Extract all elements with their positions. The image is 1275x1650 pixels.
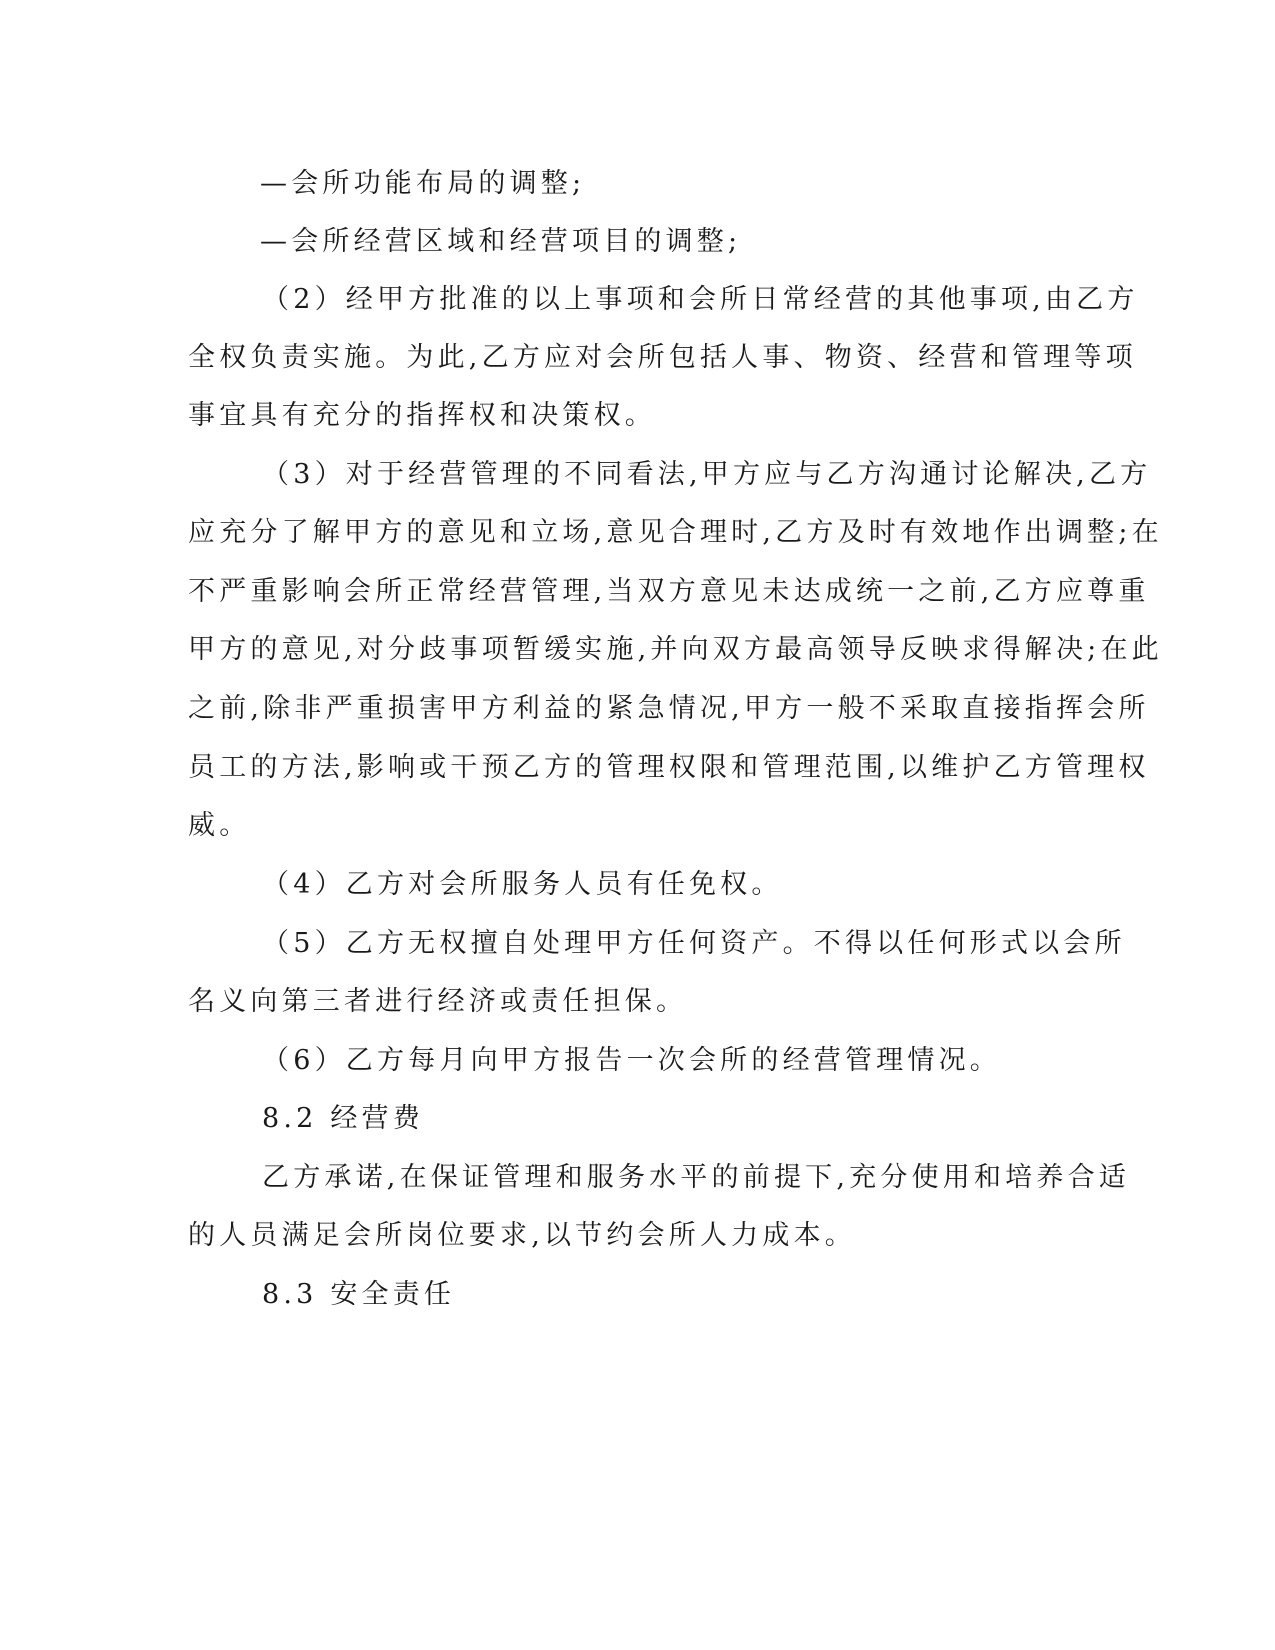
clause-5-line-2: 名义向第三者进行经济或责任担保。 bbox=[188, 986, 688, 1017]
clause-3-line-5: 之前,除非严重损害甲方利益的紧急情况,甲方一般不采取直接指挥会所 bbox=[188, 693, 1150, 724]
clause-3-line-4: 甲方的意见,对分歧事项暂缓实施,并向双方最高领导反映求得解决;在此 bbox=[188, 634, 1163, 665]
section-heading-8-3: 8.3 安全责任 bbox=[262, 1279, 456, 1310]
section-heading-8-2: 8.2 经营费 bbox=[262, 1103, 424, 1134]
clause-2-line-3: 事宜具有充分的指挥权和决策权。 bbox=[188, 400, 656, 431]
list-item-layout-adjustment: —会所功能布局的调整; bbox=[260, 168, 586, 199]
clause-6: （6）乙方每月向甲方报告一次会所的经营管理情况。 bbox=[262, 1045, 1001, 1076]
clause-3-line-3: 不严重影响会所正常经营管理,当双方意见未达成统一之前,乙方应尊重 bbox=[188, 576, 1150, 607]
clause-3-line-7: 威。 bbox=[188, 810, 251, 841]
clause-3-line-1: （3）对于经营管理的不同看法,甲方应与乙方沟通讨论解决,乙方 bbox=[262, 459, 1152, 490]
clause-5-line-1: （5）乙方无权擅自处理甲方任何资产。不得以任何形式以会所 bbox=[262, 928, 1126, 959]
list-item-area-adjustment: —会所经营区域和经营项目的调整; bbox=[260, 226, 742, 257]
clause-3-line-6: 员工的方法,影响或干预乙方的管理权限和管理范围,以维护乙方管理权 bbox=[188, 752, 1150, 783]
clause-2-line-2: 全权负责实施。为此,乙方应对会所包括人事、物资、经营和管理等项 bbox=[188, 342, 1137, 373]
clause-3-line-2: 应充分了解甲方的意见和立场,意见合理时,乙方及时有效地作出调整;在 bbox=[188, 517, 1163, 548]
clause-2-line-1: （2）经甲方批准的以上事项和会所日常经营的其他事项,由乙方 bbox=[262, 284, 1139, 315]
section-8-2-line-2: 的人员满足会所岗位要求,以节约会所人力成本。 bbox=[188, 1220, 856, 1251]
section-8-2-line-1: 乙方承诺,在保证管理和服务水平的前提下,充分使用和培养合适 bbox=[262, 1162, 1130, 1193]
clause-4: （4）乙方对会所服务人员有任免权。 bbox=[262, 869, 783, 900]
